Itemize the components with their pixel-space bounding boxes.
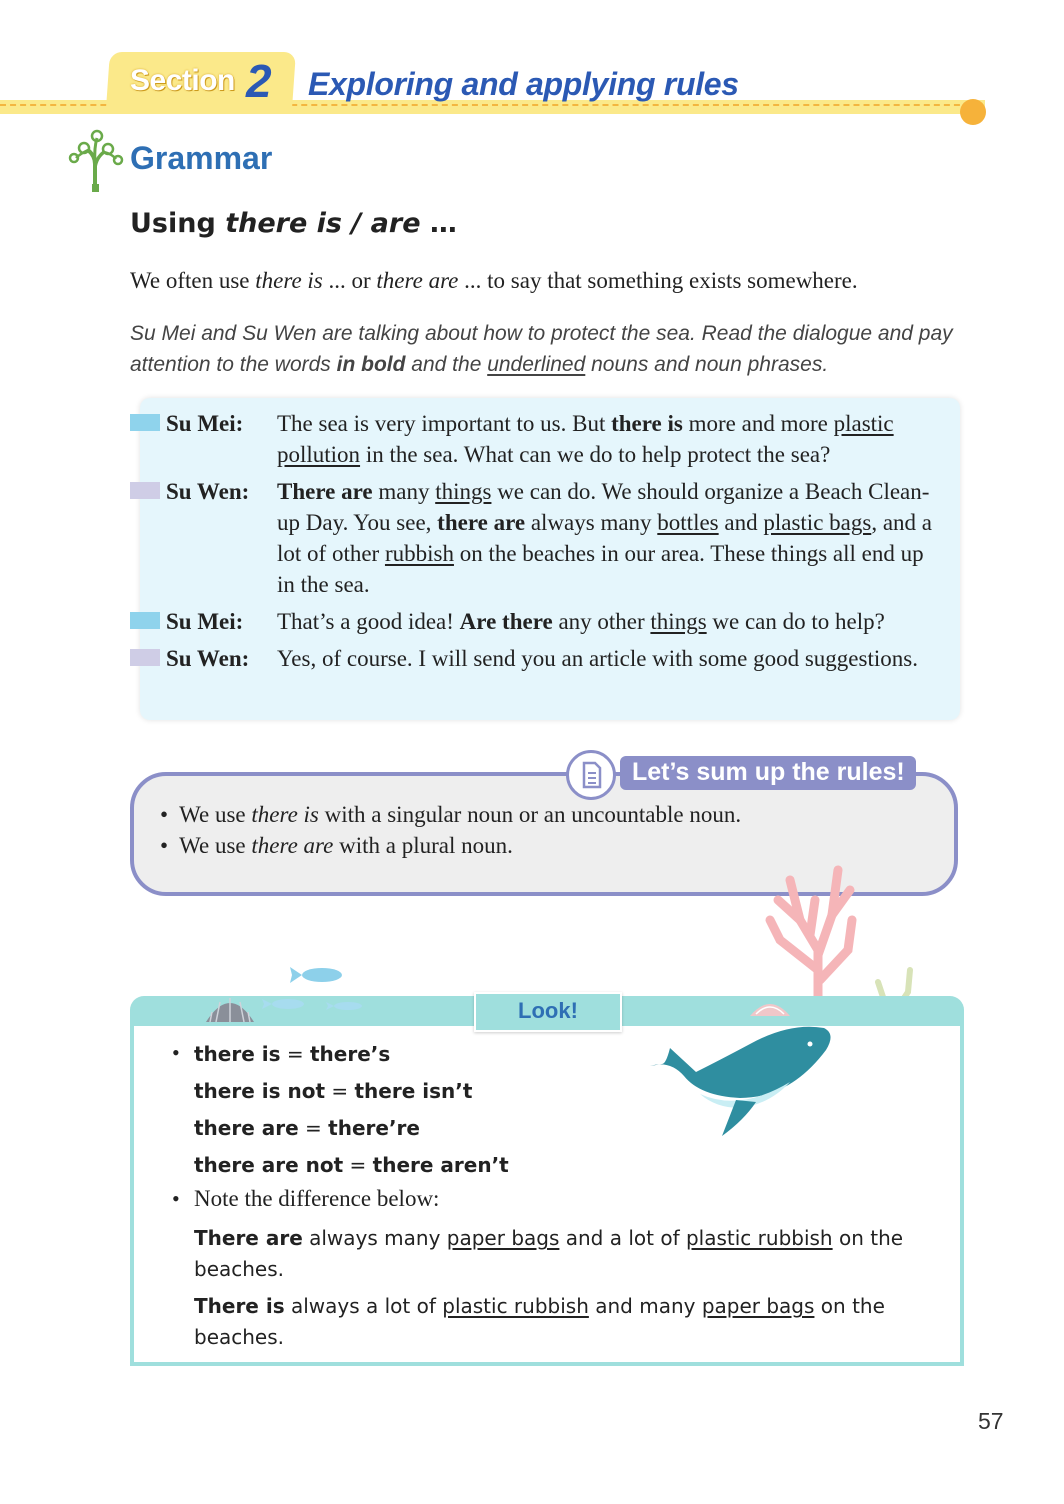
example-sentence: There is always a lot of plastic rubbish and many paper bags on the xyxy=(194,1294,885,1318)
sea-urchin-illustration xyxy=(204,992,256,1024)
speaker-marker xyxy=(130,612,160,629)
instruction-text: Su Mei and Su Wen are talking about how to protect the sea. Read the dialogue and pay attention to the words in bold and the underlined nouns and noun phrases. xyxy=(130,322,953,376)
header-dot xyxy=(960,99,986,125)
look-tab-label: Look! xyxy=(518,998,578,1023)
bullet: • xyxy=(172,1186,180,1211)
speaker-name: Su Mei: xyxy=(166,609,244,634)
dialogue-line: There are many things we can do. We should organize a Beach Clean-up Day. You see, there are always many bottles and plastic bags, and a lot of other rubbish on the beaches in our area. These things all end up in the sea. xyxy=(277,479,932,597)
contraction-row: there is = there’s xyxy=(194,1042,391,1066)
section-title: Exploring and applying rules xyxy=(308,66,739,102)
shell-illustration xyxy=(748,996,792,1020)
page-number: 57 xyxy=(978,1408,1004,1434)
speaker-name: Su Wen: xyxy=(166,479,250,504)
rule-item: • We use there are with a plural noun. xyxy=(160,833,513,858)
bullet: • xyxy=(172,1040,180,1065)
example-sentence-cont: beaches. xyxy=(194,1257,285,1281)
rules-header: Let’s sum up the rules! xyxy=(632,758,905,786)
section-number: 2 xyxy=(246,55,272,107)
rule-item: • We use there is with a singular noun or an uncountable noun. xyxy=(160,802,742,827)
fish-group-illustration xyxy=(258,996,368,1016)
contraction-row: there is not = there isn’t xyxy=(194,1079,473,1103)
dialogue-line: The sea is very important to us. But there is more and more plastic pollution in the sea. What can we do to help protect the sea? xyxy=(277,411,894,467)
speaker-marker xyxy=(130,414,160,431)
grammar-heading: Grammar xyxy=(130,140,273,176)
example-sentence-cont: beaches. xyxy=(194,1325,285,1349)
contraction-row: there are not = there aren’t xyxy=(194,1153,509,1177)
lesson-subtitle: Using there is / are … xyxy=(130,208,457,239)
speaker-name: Su Mei: xyxy=(166,411,244,436)
intro-text: We often use there is ... or there are ... to say that something exists somewhere. xyxy=(130,268,858,293)
contraction-row: there are = there’re xyxy=(194,1116,420,1140)
speaker-marker xyxy=(130,482,160,499)
dialogue-line: Yes, of course. I will send you an article with some good suggestions. xyxy=(277,646,918,671)
fish-illustration xyxy=(288,964,348,986)
speaker-name: Su Wen: xyxy=(166,646,250,671)
note-text: Note the difference below: xyxy=(194,1186,440,1211)
example-sentence: There are always many paper bags and a lot of plastic rubbish on the xyxy=(194,1226,904,1250)
document-icon xyxy=(566,750,616,800)
tree-icon xyxy=(66,128,128,194)
whale-illustration xyxy=(640,1020,840,1140)
dialogue-line: That’s a good idea! Are there any other things we can do to help? xyxy=(277,609,885,634)
speaker-marker xyxy=(130,649,160,666)
section-label: Section xyxy=(130,64,235,97)
